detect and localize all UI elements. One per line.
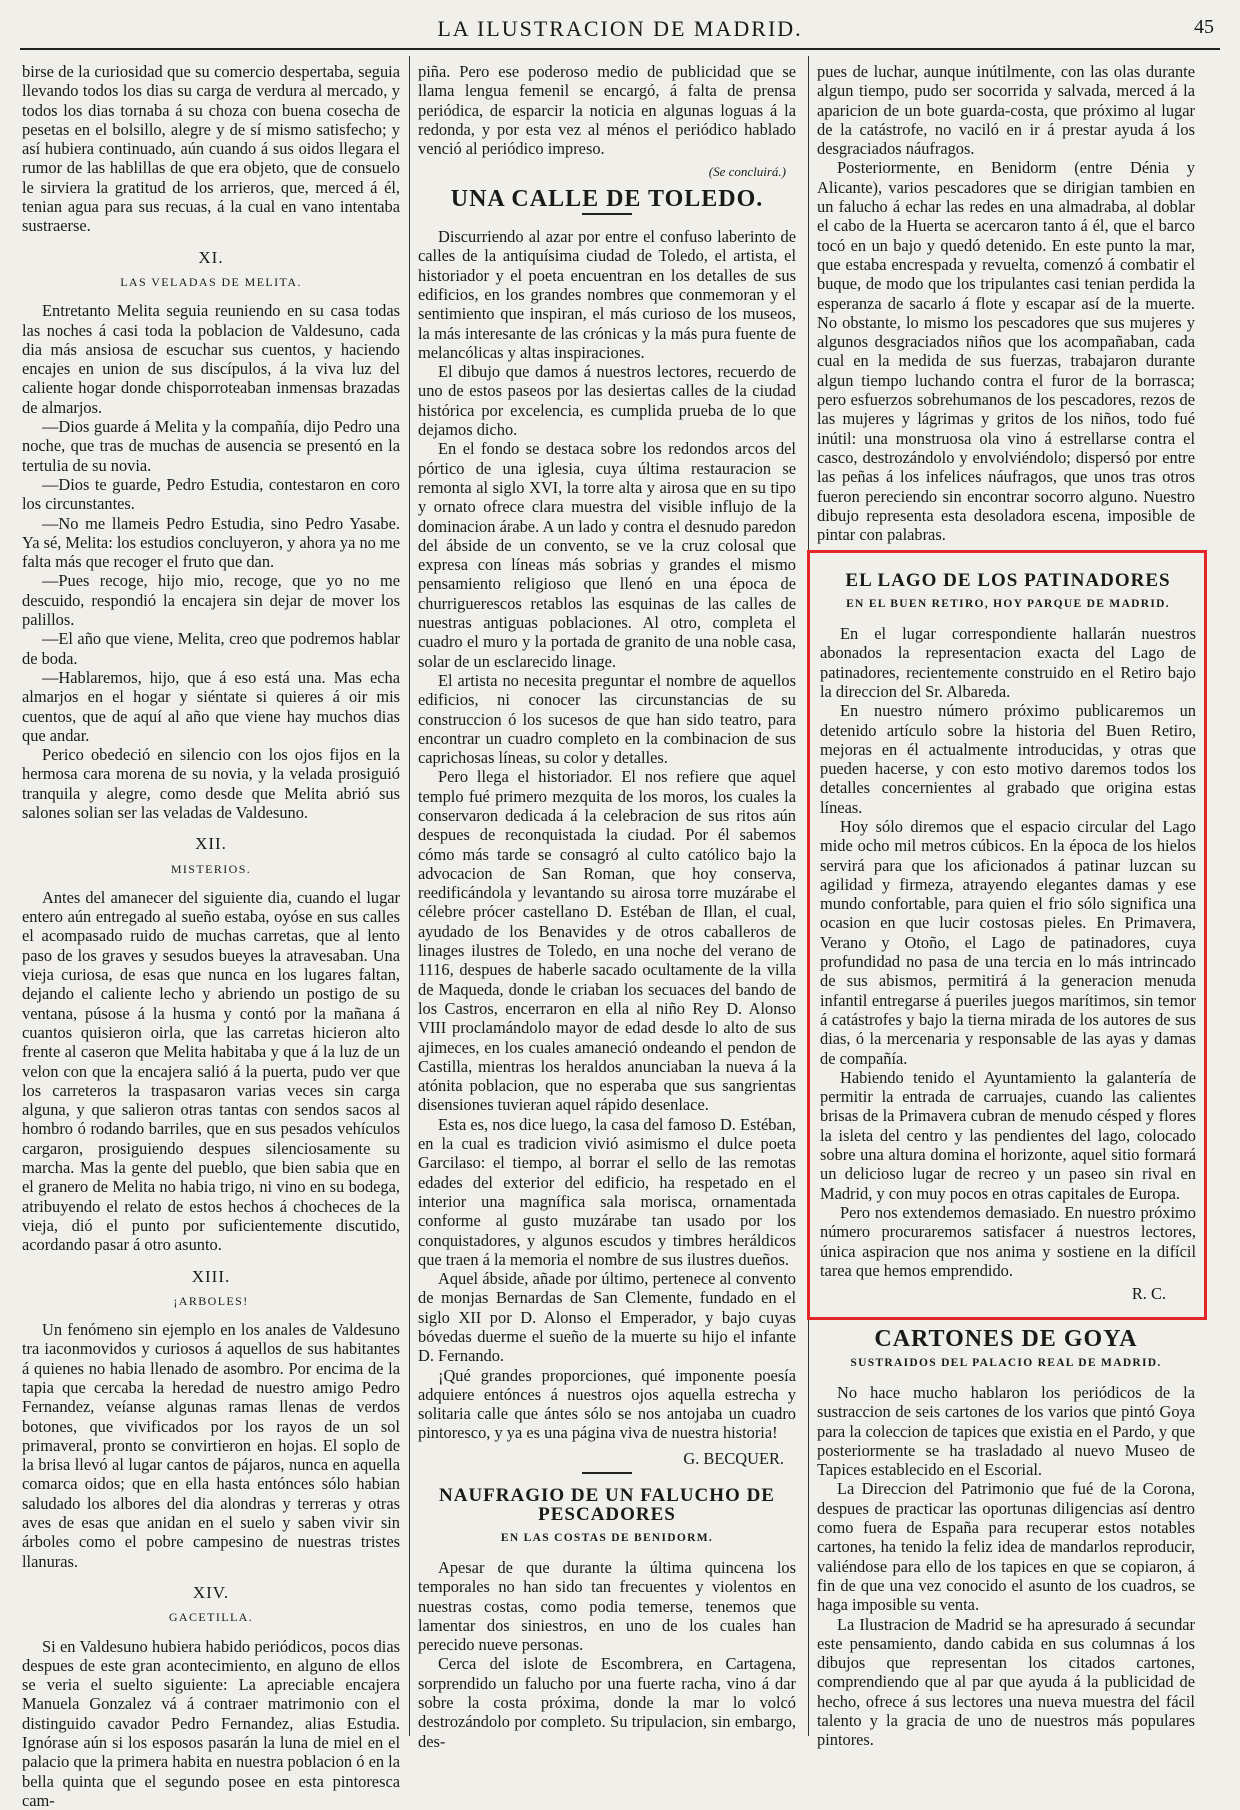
section-subtitle: MISTERIOS. — [170, 861, 252, 876]
paragraph: En el lugar correspondiente hallarán nuestros abonados la representacion exacta del Lago de patinadores, recientemente construido en el Retiro bajo la direccion del Sr. Albareda. — [820, 624, 1196, 701]
paragraph: —No me llameis Pedro Estudia, sino Pedro Yasabe. Ya sé, Melita: los estudios concluyeron, y ahora ya no me falta más que recoger el fruto que dan. — [22, 513, 400, 572]
article-title: EL LAGO DE LOS PATINADORES — [845, 570, 1171, 592]
highlighted-article — [807, 550, 1207, 1320]
column-middle — [418, 62, 796, 1751]
section-number: XIV. — [192, 1582, 230, 1602]
column-divider — [409, 56, 410, 1736]
paragraph: ¡Qué grandes proporciones, qué imponente poesía adquiere entónces á nuestros ojos aquella estrecha y solitaria calle que ántes sólo se nos antojaba un cuadro pintoresco, y ya es una página viva de nuestra historia! — [418, 1365, 796, 1443]
paragraph: La Direccion del Patrimonio que fué de la Corona, despues de practicar las oportunas diligencias así dentro como fuera de España para recuperar estos notables cartones, ha tenido la feliz idea de mandarlos reproducir, valiéndose para ello de los tapices en que se copiaron, á fin de que una vez conocido el asunto de los cuadros, se haga imposible su venta. — [817, 1479, 1195, 1615]
paragraph: Aquel ábside, añade por último, pertenece al convento de monjas Bernardas de San Clemente, fundado en el siglo XII por D. Alonso el Emperador, y bajo cuyas bóvedas duerme el sueño de la muerte su hijo el infante D. Fernando. — [418, 1269, 796, 1366]
paragraph: —Hablaremos, hijo, que á eso está una. Mas echa almarjos en el hogar y siéntate si quieres á oir mis cuentos, que de aquí al año que viene hay muchos dias que andar. — [22, 667, 400, 745]
paragraph: Esta es, nos dice luego, la casa del famoso D. Estéban, en la cual es tradicion vivió asimismo el dulce poeta Garcilaso: el tiempo, al borrar el sello de las remotas edades del exterior del edificio, ha respetado en el interior una magnífica sala morisca, ornamentada conforme al gusto muzárabe tan usado por los conquistadores, y algunos escudos y timbres heráldicos que traen á la memoria el nombre de sus ilustres dueños. — [418, 1114, 796, 1269]
page-number: 45 — [1194, 16, 1214, 38]
paragraph: Entretanto Melita seguia reuniendo en su casa todas las noches á casi toda la poblacion de Valdesuno, cada dia más ansiosa de escuchar sus cuentos, y haciendo encajes en union de sus discípulos, á la viva luz del caliente hogar donde chisporroteaban inmensas brazadas de almarjos. — [22, 301, 400, 417]
section-number: XI. — [198, 247, 224, 267]
title-rule — [582, 213, 632, 215]
section-subtitle: GACETILLA. — [168, 1610, 254, 1625]
paragraph: Antes del amanecer del siguiente dia, cuando el lugar entero aún entregado al sueño estaba, oyóse en sus calles el acompasado ruido de muchas carretas, que al lento paso de los graves y sesudos bueyes la atravesaban. Una vieja curiosa, de esas que nunca en los lugares faltan, dejando el caliente lecho y abriendo un postigo de su ventana, púsose á la husma y contó por la mañana á cuantos quisieron oirla, que las carretas hicieron alto frente al caseron que Melita habitaba y que á la luz de un velon con que la encajera salió á la puerta, pudo ver que los carreteros la traspasaron varias veces sin carga alguna, y que salieron otras tantas con sendos sacos al hombro ó rodando barriles, que en sus pesados vehículos cargaron, prosiguiendo despues silenciosamente su marcha. Mas la gente del pueblo, que bien sabia que en el granero de Melita no habia trigo, ni vino en su bodega, atribuyendo el relato de estos hechos á chocheces de la vieja, dió el punto por suficientemente discutido, acordando pasar á otro asunto. — [22, 887, 400, 1255]
paragraph: Posteriormente, en Benidorm (entre Dénia y Alicante), varios pescadores que se dirigian tambien en un falucho á echar las redes en una almadraba, al doblar el cabo de la Huerta se acercaron tanto á él, que el barco tocó en un bajo y quedó detenido. En este punto la mar, que estaba encrespada y revuelta, comenzó á combatir el buque, de modo que los tripulantes casi tenian perdida la esperanza de sacarlo á flote y escapar así de la muerte. No obstante, lo mismo los pescadores que sus mujeres y algunos desgraciados niños que los acompañaban, cada cual en la medida de sus fuerzas, trabajaron durante algun tiempo luchando contra el furor de la borrasca; pero esfuerzos sobrehumanos de los pescadores, rezos de las mujeres y lágrimas y gritos de los niños, todo fué inútil: una monstruosa ola vino á estrellarse contra el casco, destrozándolo y envolviéndolo; dispersó por entre las peñas á los infelices náufragos, que unos tras otros fueron pereciendo sin encontrar socorro alguno. Nuestro dibujo representa esta desoladora escena, imposible de pintar con palabras. — [817, 158, 1195, 545]
paragraph: No hace mucho hablaron los periódicos de la sustraccion de seis cartones de los varios que pintó Goya para la coleccion de tapices que existia en el Pardo, y que posteriormente se ha trasladado al nuevo Museo de Tapices establecido en el Escorial. — [817, 1383, 1195, 1480]
paragraph: El dibujo que damos á nuestros lectores, recuerdo de uno de estos paseos por las desiertas calles de la ciudad histórica por excelencia, es cumplida prueba de lo que dejamos dicho. — [418, 362, 796, 440]
article-subtitle: EN EL BUEN RETIRO, HOY PARQUE DE MADRID. — [846, 597, 1170, 610]
paragraph: Discurriendo al azar por entre el confuso laberinto de calles de la antiquísima ciudad de Toledo, el artista, el historiador y el poeta encuentran en los detalles de sus edificios, en los grandes nombres que conmemoran y el sentimiento que inspiran, el más curioso de los museos, la más interesante de las crónicas y la más pura fuente de melancólicas y altas inspiraciones. — [418, 227, 796, 362]
article-subtitle: EN LAS COSTAS DE BENIDORM. — [500, 1531, 714, 1544]
section-number: XIII. — [191, 1266, 231, 1286]
paragraph: Hoy sólo diremos que el espacio circular del Lago mide ocho mil metros cúbicos. En la época de los hielos servirá para que los aficionados á patinar luzcan su agilidad y firmeza, atrayendo elegantes damas y ese mundo confortable, para quien el frio sólo significa una ocasion en que lucir costosas pieles. En Primavera, Verano y Otoño, el Lago de patinadores, cuya profundidad no pasa de una tercia en lo más intrincado de sus abismos, permitirá á la generacion menuda infantil entregarse á pueriles juegos marítimos, sin temor á catástrofes y bajo la tierna mirada de los autores de sus dias, ó la mercenaria y responsable de las ayas y damas de compañía. — [820, 816, 1196, 1068]
article-title: NAUFRAGIO DE UN FALUCHO DE PESCADORES — [439, 1485, 775, 1526]
paragraph: En el fondo se destaca sobre los redondos arcos del pórtico de una iglesia, cuya última restauracion se remonta al siglo XVI, la torre alta y airosa que en su tipo y ornato ofrece clara muestra del visible influjo de la dominacion árabe. A un lado y contra el desnudo paredon del ábside de un convento, se ve la cruz colosal que expresa con líneas más sobrias y grandes el mismo pensamiento religioso que llenó en una época de churriguerescos retablos las esquinas de las calles de nuestras antiguas poblaciones. Al otro, completa el cuadro el muro y la portada de granito de una noble casa, solar de un esclarecido linage. — [418, 439, 796, 671]
to-be-concluded-note: (Se concluirá.) — [708, 164, 786, 180]
paragraph: —Dios guarde á Melita y la compañía, dijo Pedro una noche, que tras de muchas de ausencia se presentó en la tertulia de su novia. — [22, 417, 400, 475]
paragraph: Perico obedeció en silencio con los ojos fijos en la hermosa cara morena de su novia, y la velada prosiguió tranquila y alegre, como desde que Melita abrió sus salones solian ser las veladas de Valdesuno. — [22, 745, 400, 822]
section-subtitle: ¡ARBOLES! — [173, 1293, 249, 1308]
column-right — [817, 62, 1196, 1750]
article-subtitle: SUSTRAIDOS DEL PALACIO REAL DE MADRID. — [850, 1356, 1162, 1369]
page-header — [20, 14, 1220, 50]
paragraph: Habiendo tenido el Ayuntamiento la galantería de permitir la entrada de carruajes, cuando las calientes brisas de la Primavera cubran de menudo césped y flores la isleta del centro y las pendientes del lago, colocado sobre una altura domina el horizonte, aquel sitio formará un delicioso lugar de recreo y un paseo sin rival en Madrid, y con muy pocos en otras capitales de Europa. — [820, 1067, 1196, 1203]
title-rule — [582, 1472, 632, 1474]
paragraph: —Dios te guarde, Pedro Estudia, contestaron en coro los circunstantes. — [22, 474, 400, 514]
paragraph: Pero llega el historiador. El nos refiere que aquel templo fué primero mezquita de los moros, los cuales la conservaron dedicada á la celebracion de sus ritos aún despues de reconquistada la ciudad. Por él sabemos cómo más tarde se consagró al culto católico bajo la advocacion de San Roman, que hoy conserva, reedificándola y levantando su airosa torre muzárabe el célebre prócer castellano D. Estéban de Illan, el cual, ayudado de los Benavides y de otros caballeros de linages ilustres de Toledo, en una noche del verano de 1116, despues de haberle sacado ocultamente de la villa de Maqueda, donde le criaban los secuaces del bando de los Castros, encerraron en ella al niño Rey D. Alonso VIII proclamándolo mayor de edad desde lo alto de sus ajimeces, en los cuales amaneció ondeando el pendon de Castilla, mientras los heraldos anunciaban la nueva á la atónita poblacion, que no esperaba que sus sangrientas disensiones tuvieran aquel rápido desenlace. — [418, 767, 796, 1115]
article-title: CARTONES DE GOYA — [874, 1326, 1138, 1353]
paragraph: Cerca del islote de Escombrera, en Cartagena, sorprendido un falucho por una fuerte racha, vino á dar sobre la costa próxima, donde la mar lo volcó destrozándolo por completo. Su tripulacion, sin embargo, des- — [418, 1654, 796, 1751]
paragraph: El artista no necesita preguntar el nombre de aquellos edificios, ni conocer las circunstancias de su construccion ó los sucesos de que han sido teatro, para encontrar un cuadro completo en la combinacion de sus caprichosas líneas, su color y detalles. — [418, 670, 796, 768]
paragraph: Un fenómeno sin ejemplo en los anales de Valdesuno tra iaconmovidos y curiosos á aquellos de sus habitantes á quienes no habia llenado de asombro. Por encima de la tapia que cercaba la heredad de nuestro amigo Pedro Fernandez, veíanse algunas ramas llenas de verdos botones, que vivificados por los rayos de un sol primaveral, pronto se convirtieron en hojas. El soplo de la brisa llevó al lugar cantos de pájaros, nunca en aquella comarca oidos; que en ella hasta entónces sólo habian saludado los albores del dia alondras y terreras y otras aves de esas que anidan en el suelo y saben vivir sin árboles como el pobre campesino de nuestras tristes llanuras. — [22, 1320, 400, 1571]
paragraph: En nuestro número próximo publicaremos un detenido artículo sobre la historia del Buen Retiro, mejoras en él actualmente introducidas, y otras que pueden hacerse, y con esto motivo daremos todos los detalles concernientes al grabado que origina estas líneas. — [820, 701, 1196, 817]
author-signature: R. C. — [1131, 1284, 1166, 1304]
paragraph: —El año que viene, Melita, creo que podremos hablar de boda. — [22, 629, 400, 668]
paragraph: piña. Pero ese poderoso medio de publicidad que se llama lengua femenil se encargó, á falta de prensa periódica, de esparcir la noticia en algunas loguas á la redonda, y por esta vez al ménos el periódico hablado venció al periódico impreso. — [418, 62, 796, 159]
paragraph: birse de la curiosidad que su comercio despertaba, seguia llevando todos los dias su carga de verdura al mercado, y todos los dias tornaba á su choza con buena cosecha de pesetas en el bolsillo, alegre y de sí mismo satisfecho; y así hubiera continuado, aún cuando á sus oidos llegara el rumor de las hablillas de que era objeto, que de consuelo le sirviera la gratitud de los arrieros, que, merced á él, tenian agua para sus recuas, á la cual en vano intentaba sustraerse. — [22, 62, 400, 236]
section-subtitle: LAS VELADAS DE MELITA. — [120, 274, 302, 289]
paragraph: Apesar de que durante la última quincena los temporales no han sido tan frecuentes y violentos en nuestras costas, como podia temerse, tenemos que lamentar dos siniestros, en uno de los cuales han perecido nueve personas. — [418, 1557, 796, 1655]
paragraph: La Ilustracion de Madrid se ha apresurado á secundar este pensamiento, dando cabida en sus columnas á los dibujos que representan los citados cartones, comprendiendo que al par que ayuda á la publicidad de hecho, ofrece á sus lectores una nueva muestra del fácil talento y la gracia de uno de nuestros más populares pintores. — [817, 1614, 1195, 1750]
author-signature: G. BECQUER. — [683, 1448, 784, 1468]
column-left — [22, 62, 400, 1810]
paragraph: —Pues recoge, hijo mio, recoge, que yo no me descuido, respondió la encajera sin dejar de mover los palillos. — [22, 571, 400, 630]
paragraph: Si en Valdesuno hubiera habido periódicos, pocos dias despues de este gran acontecimiento, en alguno de ellos se veria el suelto siguiente: La apreciable encajera Manuela Gonzalez vá á contraer matrimonio con el distinguido cavador Pedro Fernandez, alias Estudia. Ignórase aún si los esposos pasarán la luna de miel en el palacio que la primera habita en nuestra poblacion ó en la bella quinta que el segundo posee en esta pintoresca cam- — [22, 1636, 400, 1810]
paragraph: pues de luchar, aunque inútilmente, con las olas durante algun tiempo, pudo ser socorrida y salvada, merced á la aparicion de un bote guarda-costa, que próximo al lugar de la catástrofe, no vaciló en ir á prestar ayuda á los desgraciados náufragos. — [817, 62, 1195, 159]
paragraph: Pero nos extendemos demasiado. En nuestro próximo número procuraremos satisfacer á nuestros lectores, única aspiracion que nos anima y sostiene en la difícil tarea que hemos emprendido. — [820, 1202, 1196, 1280]
newspaper-title: LA ILUSTRACION DE MADRID. — [437, 16, 803, 41]
article-title: UNA CALLE DE TOLEDO. — [450, 185, 764, 212]
section-number: XII. — [195, 834, 227, 854]
